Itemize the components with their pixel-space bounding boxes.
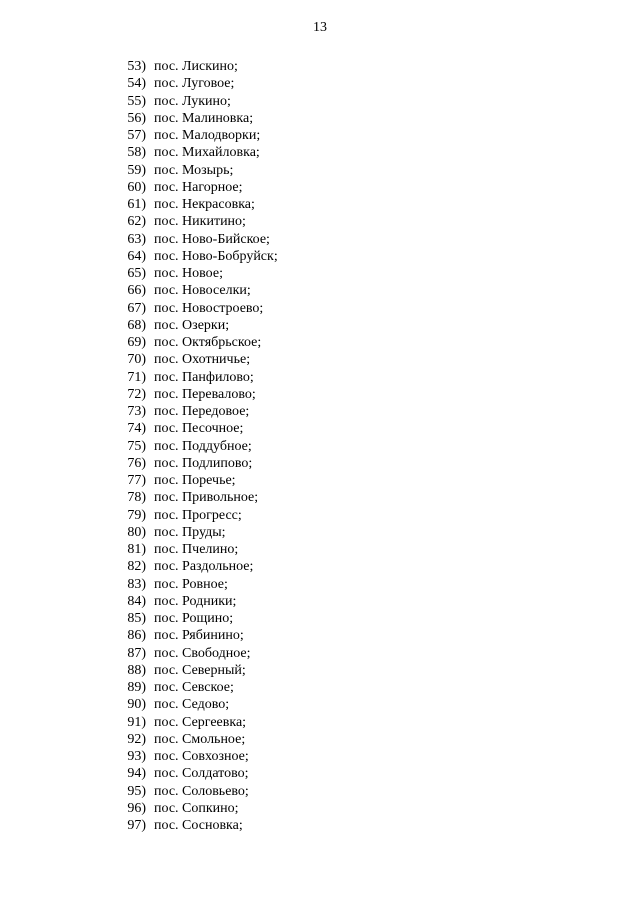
item-number: 72)	[127, 386, 146, 402]
item-text: пос. Родники;	[154, 593, 237, 609]
item-text: пос. Северный;	[154, 662, 246, 678]
item-number: 69)	[127, 335, 146, 350]
item-text: пос. Прогресс;	[154, 507, 242, 523]
list-item	[0, 783, 640, 800]
settlement-list	[0, 58, 640, 834]
item-text: пос. Ново-Бийское;	[154, 231, 270, 247]
item-number: 63)	[127, 231, 146, 247]
list-item	[0, 748, 640, 765]
list-item	[0, 455, 640, 472]
item-number: 82)	[127, 559, 146, 575]
item-number: 75)	[127, 438, 146, 454]
item-text: пос. Смольное;	[154, 731, 246, 747]
list-item	[0, 162, 640, 179]
item-number: 53)	[127, 59, 146, 74]
item-number: 73)	[127, 404, 146, 419]
list-item	[0, 317, 640, 334]
item-number: 59)	[127, 162, 146, 178]
item-number: 80)	[127, 524, 146, 540]
list-item	[0, 800, 640, 817]
list-item	[0, 472, 640, 489]
list-item	[0, 489, 640, 506]
item-number: 55)	[127, 93, 146, 109]
item-text: пос. Никитино;	[154, 214, 246, 230]
list-item	[0, 507, 640, 524]
list-item	[0, 75, 640, 92]
item-text: пос. Сергеевка;	[154, 714, 247, 730]
item-text: пос. Рощино;	[154, 611, 234, 626]
item-number: 79)	[127, 507, 146, 523]
item-number: 77)	[127, 473, 146, 488]
list-item	[0, 369, 640, 386]
list-item	[0, 93, 640, 110]
item-number: 87)	[127, 645, 146, 661]
list-item	[0, 610, 640, 627]
list-item	[0, 438, 640, 455]
list-item	[0, 420, 640, 437]
item-text: пос. Рябинино;	[154, 628, 244, 644]
list-item	[0, 213, 640, 230]
list-item	[0, 593, 640, 610]
page-number: 13	[313, 20, 327, 35]
item-number: 58)	[127, 145, 146, 161]
list-item	[0, 817, 640, 834]
item-text: пос. Поречье;	[154, 473, 236, 488]
item-number: 95)	[127, 783, 146, 799]
list-item	[0, 351, 640, 368]
item-text: пос. Раздольное;	[154, 559, 254, 575]
item-number: 88)	[127, 662, 146, 678]
item-text: пос. Михайловка;	[154, 145, 260, 161]
list-item	[0, 282, 640, 299]
item-text: пос. Севское;	[154, 680, 234, 695]
list-item	[0, 334, 640, 351]
item-number: 76)	[127, 455, 146, 471]
item-number: 60)	[127, 179, 146, 195]
item-number: 68)	[127, 317, 146, 333]
list-item	[0, 731, 640, 748]
list-item	[0, 110, 640, 127]
item-text: пос. Ново-Бобруйск;	[154, 248, 278, 264]
item-number: 89)	[127, 680, 146, 695]
list-item	[0, 386, 640, 403]
list-item	[0, 231, 640, 248]
item-number: 61)	[127, 197, 146, 212]
list-item	[0, 576, 640, 593]
item-number: 70)	[127, 352, 146, 368]
list-item	[0, 144, 640, 161]
item-text: пос. Свободное;	[154, 645, 251, 661]
item-number: 67)	[127, 300, 146, 316]
list-item	[0, 696, 640, 713]
item-text: пос. Седово;	[154, 697, 230, 713]
list-item	[0, 765, 640, 782]
item-number: 97)	[127, 818, 146, 833]
item-text: пос. Пчелино;	[154, 542, 239, 557]
item-number: 54)	[127, 76, 146, 92]
item-text: пос. Новоселки;	[154, 283, 251, 299]
item-number: 81)	[127, 542, 146, 557]
item-text: пос. Подлипово;	[154, 455, 253, 471]
list-item	[0, 196, 640, 213]
item-number: 92)	[127, 731, 146, 747]
item-number: 64)	[127, 248, 146, 264]
item-text: пос. Малиновка;	[154, 110, 254, 126]
item-number: 94)	[127, 766, 146, 782]
list-item	[0, 265, 640, 282]
item-text: пос. Охотничье;	[154, 352, 251, 368]
list-item	[0, 627, 640, 644]
item-text: пос. Привольное;	[154, 490, 259, 506]
item-text: пос. Луговое;	[154, 76, 235, 92]
list-item	[0, 645, 640, 662]
item-text: пос. Октябрьское;	[154, 335, 262, 350]
item-text: пос. Некрасовка;	[154, 197, 255, 212]
list-item	[0, 679, 640, 696]
item-text: пос. Поддубное;	[154, 438, 252, 454]
item-text: пос. Совхозное;	[154, 749, 249, 764]
item-number: 93)	[127, 749, 146, 764]
item-number: 78)	[127, 490, 146, 506]
item-text: пос. Лискино;	[154, 59, 238, 74]
list-item	[0, 58, 640, 75]
item-number: 90)	[127, 697, 146, 713]
item-number: 62)	[127, 214, 146, 230]
item-number: 84)	[127, 593, 146, 609]
list-item	[0, 127, 640, 144]
item-text: пос. Песочное;	[154, 421, 244, 437]
item-number: 83)	[127, 576, 146, 592]
list-item	[0, 558, 640, 575]
item-text: пос. Сосновка;	[154, 818, 243, 833]
item-text: пос. Ровное;	[154, 576, 228, 592]
item-number: 66)	[127, 283, 146, 299]
item-text: пос. Нагорное;	[154, 179, 243, 195]
item-text: пос. Панфилово;	[154, 369, 254, 385]
item-text: пос. Перевалово;	[154, 386, 256, 402]
item-number: 96)	[127, 800, 146, 816]
item-text: пос. Новостроево;	[154, 300, 264, 316]
item-number: 71)	[127, 369, 146, 385]
list-item	[0, 403, 640, 420]
list-item	[0, 179, 640, 196]
item-text: пос. Мозырь;	[154, 162, 234, 178]
list-item	[0, 524, 640, 541]
item-text: пос. Лукино;	[154, 93, 231, 109]
list-item	[0, 248, 640, 265]
item-number: 91)	[127, 714, 146, 730]
item-text: пос. Малодворки;	[154, 128, 261, 143]
list-item	[0, 541, 640, 558]
item-text: пос. Озерки;	[154, 317, 230, 333]
list-item	[0, 300, 640, 317]
list-item	[0, 714, 640, 731]
item-text: пос. Передовое;	[154, 404, 250, 419]
item-text: пос. Новое;	[154, 266, 223, 281]
item-number: 86)	[127, 628, 146, 644]
item-number: 85)	[127, 611, 146, 626]
item-number: 74)	[127, 421, 146, 437]
item-text: пос. Солдатово;	[154, 766, 249, 782]
item-text: пос. Пруды;	[154, 524, 226, 540]
item-number: 65)	[127, 266, 146, 281]
item-text: пос. Соловьево;	[154, 783, 249, 799]
item-number: 57)	[127, 128, 146, 143]
list-item	[0, 662, 640, 679]
item-number: 56)	[127, 110, 146, 126]
item-text: пос. Сопкино;	[154, 800, 239, 816]
